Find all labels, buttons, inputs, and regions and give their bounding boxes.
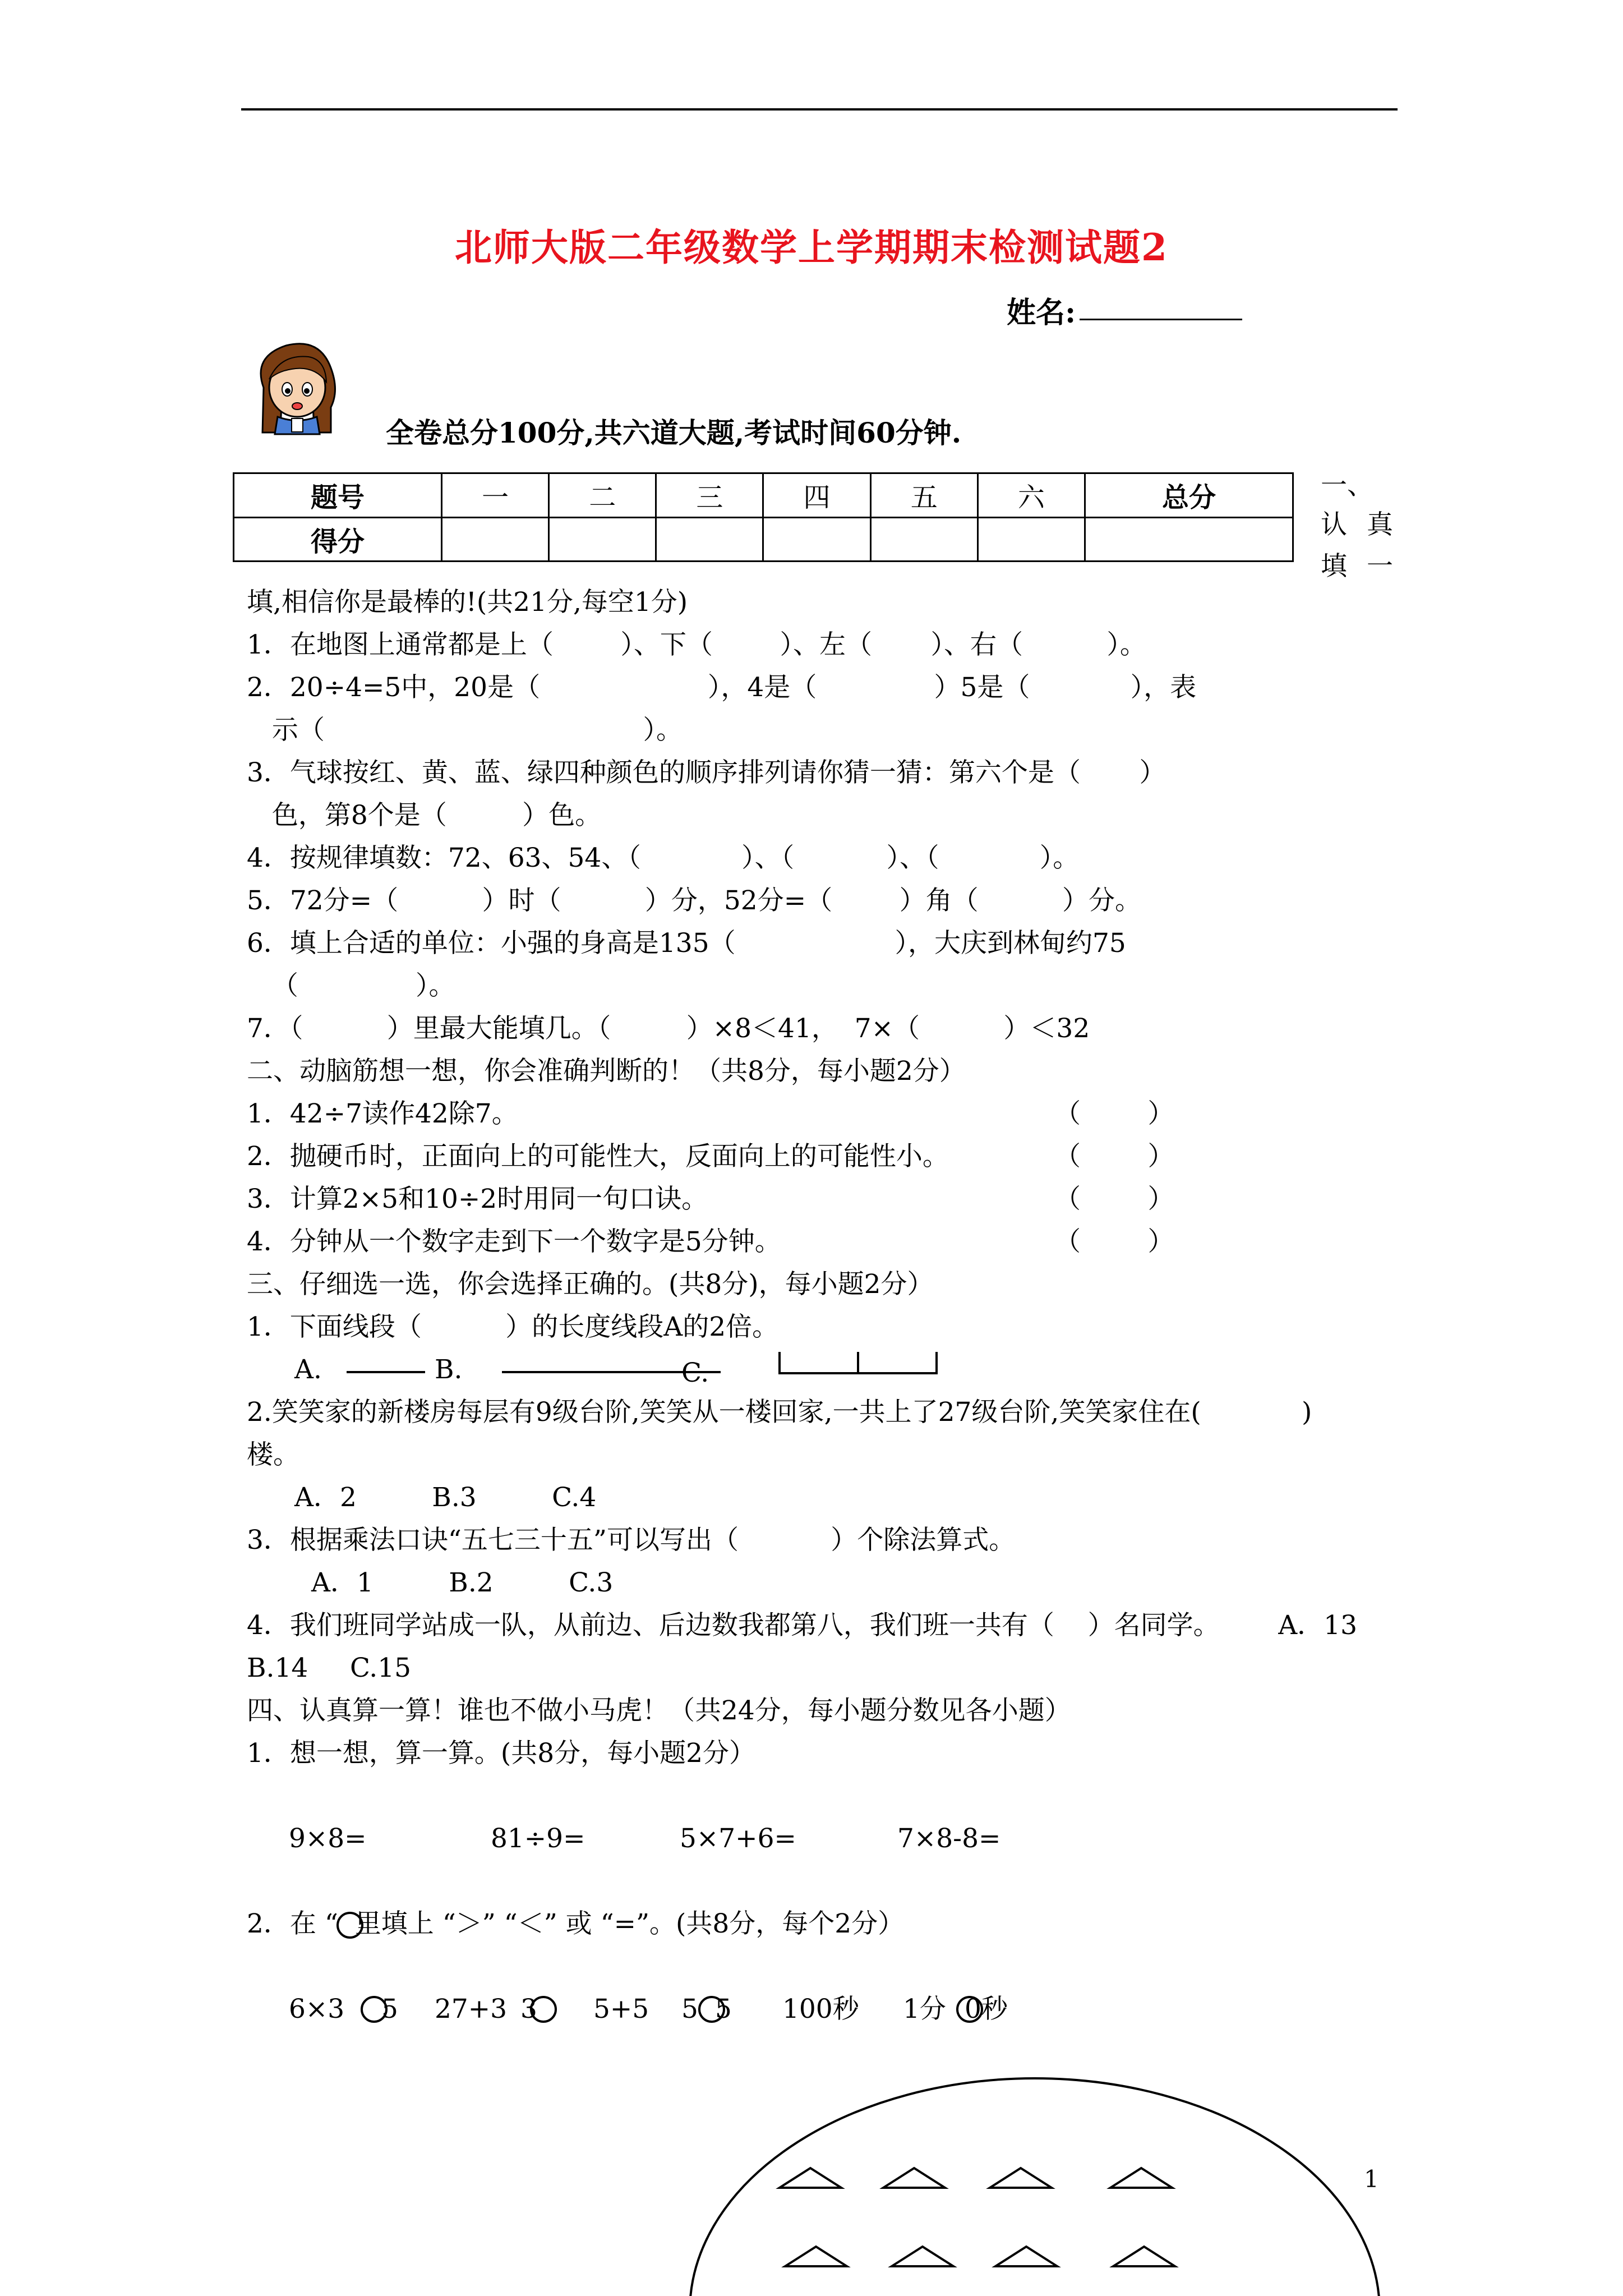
answer-brackets[interactable]: （ ） xyxy=(1054,1184,1174,1214)
judge-item: 2．抛硬币时，正面向上的可能性大，反面向上的可能性小。 xyxy=(247,1141,949,1172)
question-line: 5．72分=（ ）时（ ）分，52分=（ ）角（ ）分。 xyxy=(247,885,1141,916)
choice-question: 1．下面线段（ ）的长度线段A的2倍。 xyxy=(247,1312,779,1342)
name-blank[interactable] xyxy=(1080,319,1242,320)
section4-heading: 四、认真算一算！谁也不做小马虎！（共24分，每小题分数见各小题） xyxy=(247,1695,1071,1726)
choice-question: 3．根据乘法口诀“五七三十五”可以写出（ ）个除法算式。 xyxy=(247,1525,1016,1556)
table-cell: 五 xyxy=(870,473,978,518)
question-line: 4．按规律填数：72、63、54、（ ）、（ ）、（ ）。 xyxy=(247,843,1080,873)
sub-question: 1．想一想，算一算。(共8分，每小题2分） xyxy=(247,1738,756,1769)
score-cell[interactable] xyxy=(1085,517,1293,562)
table-cell: 六 xyxy=(978,473,1085,518)
score-cell[interactable] xyxy=(870,517,978,562)
triangle-icons xyxy=(780,2168,1175,2266)
score-table xyxy=(233,472,1294,562)
calc-item: 7×8-8= xyxy=(897,1823,1001,1854)
score-cell[interactable] xyxy=(656,517,763,562)
table-cell: 得分 xyxy=(234,517,442,562)
compare-text: 5+5 xyxy=(593,1994,649,2024)
table-cell: 题号 xyxy=(234,473,442,518)
section1-heading: 填,相信你是最棒的!(共21分,每空1分) xyxy=(247,587,688,618)
question-line: 示（ ）。 xyxy=(247,715,683,746)
page-title: 北师大版二年级数学上学期期末检测试题2 xyxy=(455,226,1168,269)
judge-item: 3．计算2×5和10÷2时用同一句口诀。 xyxy=(247,1184,708,1214)
compare-text: 100秒 xyxy=(782,1994,859,2024)
choice-question: B.14 C.15 xyxy=(247,1653,412,1683)
name-label: 姓名: xyxy=(1007,296,1076,330)
answer-brackets[interactable]: （ ） xyxy=(1054,1098,1174,1129)
score-table-score-row xyxy=(234,517,1293,562)
answer-brackets[interactable]: （ ） xyxy=(1054,1141,1174,1172)
section1-side-text: 认 真 xyxy=(1321,509,1393,540)
section2-heading: 二、动脑筋想一想，你会准确判断的！（共8分，每小题2分） xyxy=(247,1056,966,1087)
compare-text: 5 xyxy=(715,1994,732,2024)
table-cell: 一 xyxy=(442,473,549,518)
score-cell[interactable] xyxy=(978,517,1085,562)
choice-options: A．1 B.2 C.3 xyxy=(311,1567,614,1598)
girl-illustration-icon xyxy=(247,334,348,438)
sub-question: 2．在 “ 里填上 “＞” “＜” 或 “=”。(共8分，每个2分） xyxy=(247,1908,905,1939)
section1-side-text: 一、 xyxy=(1321,470,1373,501)
question-line: （ ）。 xyxy=(247,970,455,1001)
compare-circle[interactable] xyxy=(530,1996,557,2023)
segment-a xyxy=(347,1371,425,1373)
judge-item: 1．42÷7读作42除7。 xyxy=(247,1098,518,1129)
calc-item: 5×7+6= xyxy=(680,1823,796,1854)
page-number: 1 xyxy=(1364,2165,1379,2193)
top-rule xyxy=(241,108,1398,111)
judge-item: 4．分钟从一个数字走到下一个数字是5分钟。 xyxy=(247,1226,781,1257)
compare-text: 1分 xyxy=(903,1994,946,2024)
score-cell[interactable] xyxy=(763,517,870,562)
choice-options: A．2 B.3 C.4 xyxy=(294,1482,597,1513)
compare-text: 0秒 xyxy=(965,1994,1008,2024)
compare-text: 6×3 xyxy=(289,1994,345,2024)
calc-item: 81÷9= xyxy=(491,1823,585,1854)
exam-intro: 全卷总分100分,共六道大题,考试时间60分钟. xyxy=(386,416,962,449)
table-cell: 四 xyxy=(763,473,870,518)
compare-text: 3 xyxy=(520,1994,537,2024)
compare-text: 27+3 xyxy=(435,1994,508,2024)
compare-text: 5 xyxy=(681,1994,698,2024)
triangle-set-ellipse xyxy=(681,2076,1388,2296)
question-line: 1．在地图上通常都是上（ ）、下（ ）、左（ ）、右（ ）。 xyxy=(247,629,1146,660)
question-line: 3．气球按红、黄、蓝、绿四种颜色的顺序排列请你猜一猜：第六个是（ ） xyxy=(247,757,1166,788)
segment-c xyxy=(774,1351,942,1379)
option-a-label: A. xyxy=(294,1354,322,1385)
question-line: 7．（ ）里最大能填几。（ ）×8＜41， 7×（ ）＜32 xyxy=(247,1013,1090,1044)
table-cell: 总分 xyxy=(1085,473,1293,518)
question-line: 6．填上合适的单位：小强的身高是135（ ），大庆到林甸约75 xyxy=(247,928,1126,959)
choice-question: 楼。 xyxy=(247,1439,299,1470)
option-b-label: B. xyxy=(435,1354,463,1385)
choice-question: 4．我们班同学站成一队，从前边、后边数我都第八，我们班一共有（ ）名同学。 A．13 xyxy=(247,1610,1357,1641)
answer-brackets[interactable]: （ ） xyxy=(1054,1226,1174,1257)
table-cell: 二 xyxy=(549,473,656,518)
question-line: 色，第8个是（ ）色。 xyxy=(247,800,602,831)
compare-text: 5 xyxy=(381,1994,398,2024)
calc-item: 9×8= xyxy=(289,1823,367,1854)
score-table-header-row xyxy=(234,473,1293,518)
option-c-label: C. xyxy=(681,1358,709,1388)
question-line: 2．20÷4=5中，20是（ ），4是（ ）5是（ ），表 xyxy=(247,672,1197,703)
choice-question: 2.笑笑家的新楼房每层有9级台阶,笑笑从一楼回家,一共上了27级台阶,笑笑家住在( ) xyxy=(247,1397,1312,1428)
circle-icon xyxy=(336,1912,363,1939)
section3-heading: 三、仔细选一选，你会选择正确的。(共8分)，每小题2分） xyxy=(247,1269,934,1300)
score-cell[interactable] xyxy=(442,517,549,562)
section1-side-text: 填 一 xyxy=(1321,551,1393,582)
table-cell: 三 xyxy=(656,473,763,518)
score-cell[interactable] xyxy=(549,517,656,562)
